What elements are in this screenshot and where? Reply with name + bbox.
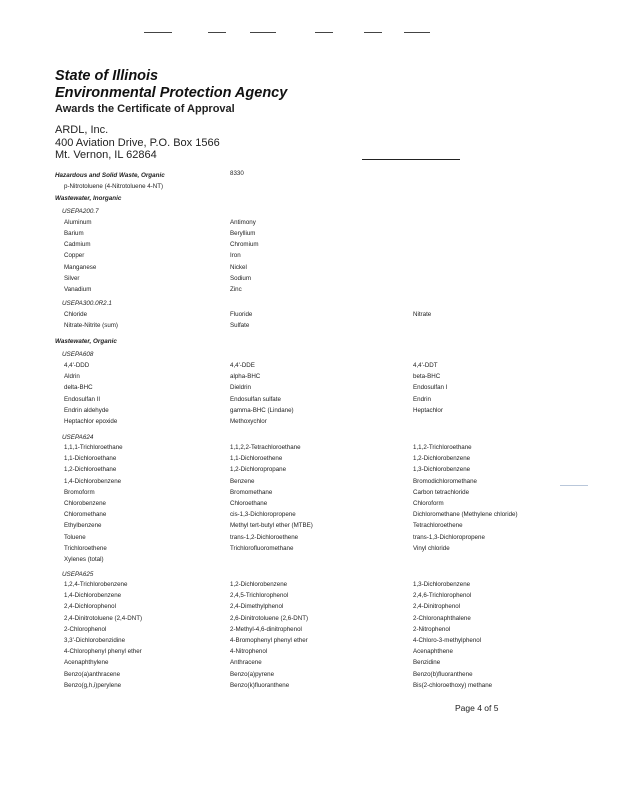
page-number: Page 4 of 5 <box>455 703 499 713</box>
analyte-item: Tetrachloroethene <box>413 522 463 530</box>
analyte-item: Nickel <box>230 263 247 271</box>
analyte-item: Sulfate <box>230 322 250 330</box>
analyte-item: Chloride <box>64 311 88 318</box>
analyte-item: Benzidine <box>413 659 441 667</box>
analyte-item: Carbon tetrachloride <box>413 488 470 496</box>
analyte-item: Benzo(k)fluoranthene <box>230 681 290 689</box>
analyte-item: 1,4-Dichlorobenzene <box>64 592 122 600</box>
lab-name: ARDL, Inc. <box>55 124 109 136</box>
analyte-item: delta-BHC <box>64 384 93 392</box>
analyte-item: Dieldrin <box>230 384 251 392</box>
analyte-item: trans-1,2-Dichloroethene <box>230 533 299 541</box>
analyte-item: Iron <box>230 252 241 260</box>
analyte-item: 1,3-Dichlorobenzene <box>413 466 471 474</box>
analyte-item: trans-1,3-Dichloropropene <box>413 533 485 541</box>
analyte-item: Methyl tert-butyl ether (MTBE) <box>230 522 313 530</box>
analyte-item: Chromium <box>230 241 259 249</box>
agency-title-line2: Environmental Protection Agency <box>55 85 288 101</box>
analyte-item: Copper <box>64 252 85 260</box>
analyte-item: 2,4-Dichlorophenol <box>64 603 116 611</box>
analyte-item: 4-Chlorophenyl phenyl ether <box>64 648 142 656</box>
analyte-item: Beryllium <box>230 230 256 238</box>
analyte-item: Endosulfan I <box>413 384 448 392</box>
margin-mark <box>560 485 588 486</box>
analyte-item: 3,3'-Dichlorobenzidine <box>64 637 126 644</box>
analyte-item: beta-BHC <box>413 373 441 381</box>
analyte-item: 4-Nitrophenol <box>230 648 268 656</box>
agency-title-line1: State of Illinois <box>55 68 159 84</box>
analyte-item: alpha-BHC <box>230 373 261 381</box>
analyte-item: Methoxychlor <box>230 418 267 425</box>
analyte-item: Chloroethane <box>230 500 268 507</box>
analyte-item: 2,4-Dimethylphenol <box>230 603 284 611</box>
analyte-item: Silver <box>64 274 80 282</box>
analyte-item: Benzo(g,h,i)perylene <box>64 681 122 689</box>
analyte-item: Acenaphthene <box>413 648 453 656</box>
analyte-item: 4-Bromophenyl phenyl ether <box>230 637 308 644</box>
analyte-item: Heptachlor epoxide <box>64 418 118 425</box>
analyte-item: Endrin <box>413 395 431 403</box>
analyte-item: 4,4'-DDD <box>64 362 90 369</box>
analyte-item: Xylenes (total) <box>64 556 104 563</box>
awards-line: Awards the Certificate of Approval <box>55 103 235 115</box>
method-8330: 8330 <box>230 170 244 177</box>
analyte-item: Chlorobenzene <box>64 500 106 507</box>
analyte-item: Benzo(a)pyrene <box>230 670 275 678</box>
analyte-item: Bromodichloromethane <box>413 477 477 485</box>
analyte-item: Dichloromethane (Methylene chloride) <box>413 511 518 519</box>
analyte-item: Bis(2-chloroethoxy) methane <box>413 681 493 689</box>
analyte-item: 2,4,6-Trichlorophenol <box>413 592 472 600</box>
analyte-item: Nitrate <box>413 311 432 318</box>
analyte-item: 1,1-Dichloroethene <box>230 455 283 463</box>
analyte-item: p-Nitrotoluene (4-Nitrotoluene 4-NT) <box>64 183 164 190</box>
analyte-item: Benzo(b)fluoranthene <box>413 670 473 678</box>
analyte-item: Heptachlor <box>413 406 443 414</box>
analyte-item: Cadmium <box>64 241 91 249</box>
analyte-item: 2-Methyl-4,6-dinitrophenol <box>230 625 302 633</box>
analyte-item: 2,4,5-Trichlorophenol <box>230 592 289 600</box>
analyte-item: Trichloroethene <box>64 544 107 552</box>
analyte-item: Barium <box>64 230 84 238</box>
analyte-item: 1,1,1-Trichloroethane <box>64 444 123 451</box>
analyte-item: Endosulfan sulfate <box>230 395 281 403</box>
analyte-item: Acenaphthylene <box>64 659 109 667</box>
analyte-item: Trichlorofluoromethane <box>230 544 294 552</box>
analyte-item: 2-Chlorophenol <box>64 625 107 633</box>
method-usepa200-7: USEPA200.7 <box>62 208 99 215</box>
top-dash <box>364 32 382 33</box>
lab-address-line2: Mt. Vernon, IL 62864 <box>55 149 157 161</box>
analyte-item: Nitrate-Nitrite (sum) <box>64 322 118 330</box>
analyte-item: Benzo(a)anthracene <box>64 670 121 678</box>
analyte-item: Endosulfan II <box>64 395 101 403</box>
top-dash <box>144 32 172 33</box>
top-dash <box>208 32 226 33</box>
analyte-item: 1,1,2,2-Tetrachloroethane <box>230 444 301 451</box>
analyte-item: 1,3-Dichlorobenzene <box>413 581 471 588</box>
analyte-item: Manganese <box>64 263 97 271</box>
analyte-item: 1,2-Dichlorobenzene <box>413 455 471 463</box>
analyte-item: 2-Nitrophenol <box>413 625 451 633</box>
section-title-organic: Wastewater, Organic <box>55 338 117 345</box>
analyte-item: 1,2-Dichlorobenzene <box>230 581 288 588</box>
analyte-item: Zinc <box>230 285 242 293</box>
analyte-item: Ethylbenzene <box>64 522 102 530</box>
analyte-item: Vinyl chloride <box>413 544 450 552</box>
analyte-item: Fluoride <box>230 311 253 318</box>
analyte-item: Aluminum <box>64 219 92 226</box>
method-usepa625: USEPA625 <box>62 571 94 578</box>
analyte-item: Bromomethane <box>230 488 273 496</box>
analyte-item: Bromoform <box>64 488 95 496</box>
analyte-item: Aldrin <box>64 373 80 381</box>
analyte-item: Chloromethane <box>64 511 107 519</box>
analyte-item: Anthracene <box>230 659 262 667</box>
analyte-item: Chloroform <box>413 500 444 507</box>
analyte-item: cis-1,3-Dichloropropene <box>230 511 296 519</box>
top-dash <box>315 32 333 33</box>
method-usepa608: USEPA608 <box>62 351 94 358</box>
section-title-inorganic: Wastewater, Inorganic <box>55 195 122 202</box>
analyte-item: 4,4'-DDE <box>230 362 255 369</box>
method-usepa300: USEPA300.0R2.1 <box>62 300 112 307</box>
method-usepa624: USEPA624 <box>62 434 94 441</box>
analyte-item: Antimony <box>230 219 256 226</box>
analyte-item: 2,6-Dinitrotoluene (2,6-DNT) <box>230 614 309 622</box>
analyte-item: 2,4-Dinitrotoluene (2,4-DNT) <box>64 614 143 622</box>
section-title-hazardous: Hazardous and Solid Waste, Organic <box>55 172 165 179</box>
analyte-item: Vanadium <box>64 285 92 293</box>
top-dash <box>404 32 430 33</box>
analyte-item: Benzene <box>230 477 255 485</box>
analyte-item: Toluene <box>64 533 86 541</box>
analyte-item: 1,2-Dichloropropane <box>230 466 287 474</box>
signature-line <box>362 159 460 160</box>
analyte-item: 4,4'-DDT <box>413 362 438 369</box>
top-dash <box>250 32 276 33</box>
analyte-item: 1,2-Dichloroethane <box>64 466 117 474</box>
analyte-item: gamma-BHC (Lindane) <box>230 406 294 414</box>
analyte-item: 4-Chloro-3-methylphenol <box>413 637 482 644</box>
analyte-item: Sodium <box>230 274 251 282</box>
analyte-item: 2-Chloronaphthalene <box>413 614 471 622</box>
analyte-item: 1,4-Dichlorobenzene <box>64 477 122 485</box>
analyte-item: 1,1-Dichloroethane <box>64 455 117 463</box>
lab-address-line1: 400 Aviation Drive, P.O. Box 1566 <box>55 137 220 149</box>
analyte-item: 2,4-Dinitrophenol <box>413 603 461 611</box>
analyte-item: 1,1,2-Trichloroethane <box>413 444 472 451</box>
analyte-item: 1,2,4-Trichlorobenzene <box>64 581 128 588</box>
analyte-item: Endrin aldehyde <box>64 406 109 414</box>
